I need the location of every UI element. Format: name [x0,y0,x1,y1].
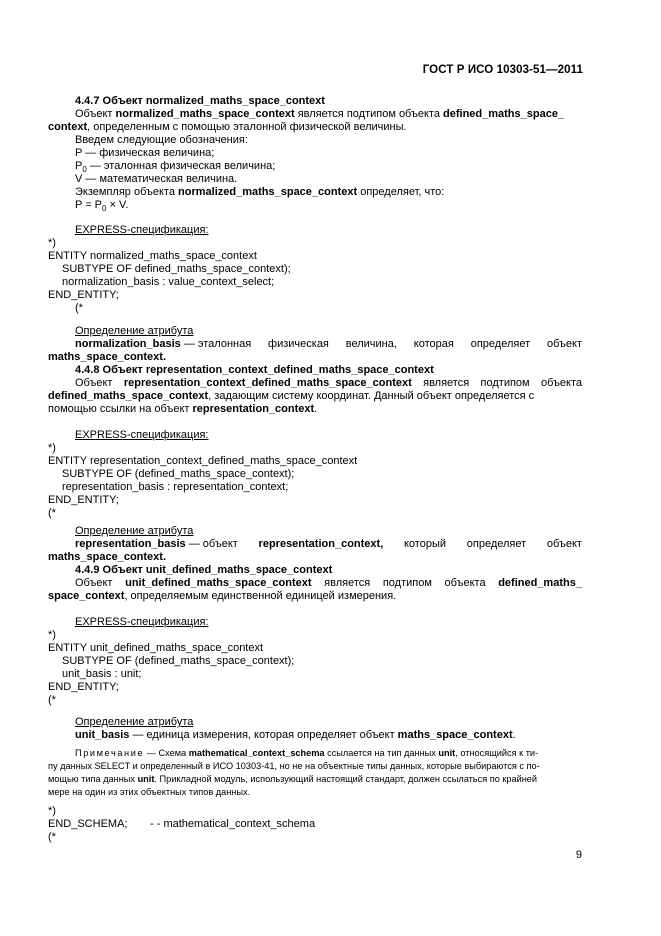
code-line: normalization_basis : value_context_select; [62,276,275,288]
note-line: мере на один из этих объектных типов данных. [48,787,251,797]
instance-sentence: Экземпляр объекта normalized_maths_space_context определяет, что: [75,186,445,198]
end-schema: END_SCHEMA; [48,818,128,830]
attribute-definition-line: maths_space_context. [48,551,166,563]
attribute-definition-line: normalization_basis — эталонная физическая величина, которая определяет объект [75,338,582,350]
code-line: (* [48,831,56,843]
express-label: EXPRESS-спецификация: [75,429,209,441]
express-label: EXPRESS-спецификация: [75,224,209,236]
attribute-definition-line: unit_basis — единица измерения, которая определяет объект maths_space_context. [75,729,516,741]
express-label: EXPRESS-спецификация: [75,616,209,628]
code-line: *) [48,629,56,641]
end-schema-comment: - - mathematical_context_schema [150,818,316,830]
note-line: мощью типа данных unit. Прикладной модуль, использующий настоящий стандарт, должен ссылаться по крайней [48,774,538,784]
code-line: (* [75,302,83,314]
paragraph-line: Объект representation_context_defined_maths_space_context является подтипом объекта [75,377,582,389]
section-heading-4-4-9: 4.4.9 Объект unit_defined_maths_space_context [75,564,333,576]
code-line: (* [48,507,56,519]
notation-p0: $P_0$ — эталонная физическая величина; [75,160,276,175]
paragraph-line: Объект normalized_maths_space_context является подтипом объекта defined_maths_space_ [75,108,565,120]
section-heading-4-4-8: 4.4.8 Объект representation_context_defined_maths_space_context [75,364,434,376]
code-line: SUBTYPE OF (defined_maths_space_context); [62,655,295,667]
code-line: *) [48,805,56,817]
paragraph-line: context, определенным с помощью эталонной физической величины. [48,121,407,133]
paragraph-line: помощью ссылки на объект representation_context. [48,403,318,415]
notation-intro: Введем следующие обозначения: [75,134,248,146]
attribute-definition-line: maths_space_context. [48,351,166,363]
document-header: ГОСТ Р ИСО 10303-51—2011 [422,64,583,76]
code-line: ENTITY representation_context_defined_maths_space_context [48,455,358,467]
note-line: Примечание — Схема mathematical_context_schema ссылается на тип данных unit, относящийся к ти- [75,748,539,758]
notation-v: V — математическая величина. [75,173,238,185]
formula: $P = P_0 \times V$. [75,199,129,214]
code-line: unit_basis : unit; [62,668,142,680]
code-line: SUBTYPE OF (defined_maths_space_context); [62,468,295,480]
note-line: пу данных SELECT и определенный в ИСО 10303-41, но не на объектные типы данных, которые выбираются с по- [48,761,540,771]
attribute-definition-label: Определение атрибута [75,525,194,537]
code-line: ENTITY normalized_maths_space_context [48,250,257,262]
code-line: representation_basis : representation_context; [62,481,289,493]
code-line: (* [48,694,56,706]
paragraph-line: Объект unit_defined_maths_space_context является подтипом объекта defined_maths_ [75,577,582,589]
code-line: END_ENTITY; [48,494,119,506]
notation-p: P — физическая величина; [75,147,215,159]
attribute-definition-label: Определение атрибута [75,716,194,728]
code-line: *) [48,237,56,249]
page-number: 9 [575,849,582,861]
paragraph-line: space_context, определяемым единственной единицей измерения. [48,590,397,602]
attribute-definition-line: representation_basis — объект representation_context, который определяет объект [75,538,582,550]
paragraph-line: defined_maths_space_context, задающим систему координат. Данный объект определяется с [48,390,535,402]
code-line: END_ENTITY; [48,289,119,301]
attribute-definition-label: Определение атрибута [75,325,194,337]
code-line: *) [48,442,56,454]
code-line: ENTITY unit_defined_maths_space_context [48,642,264,654]
code-line: END_ENTITY; [48,681,119,693]
section-heading-4-4-7: 4.4.7 Объект normalized_maths_space_context [75,95,325,107]
code-line: SUBTYPE OF defined_maths_space_context); [62,263,291,275]
